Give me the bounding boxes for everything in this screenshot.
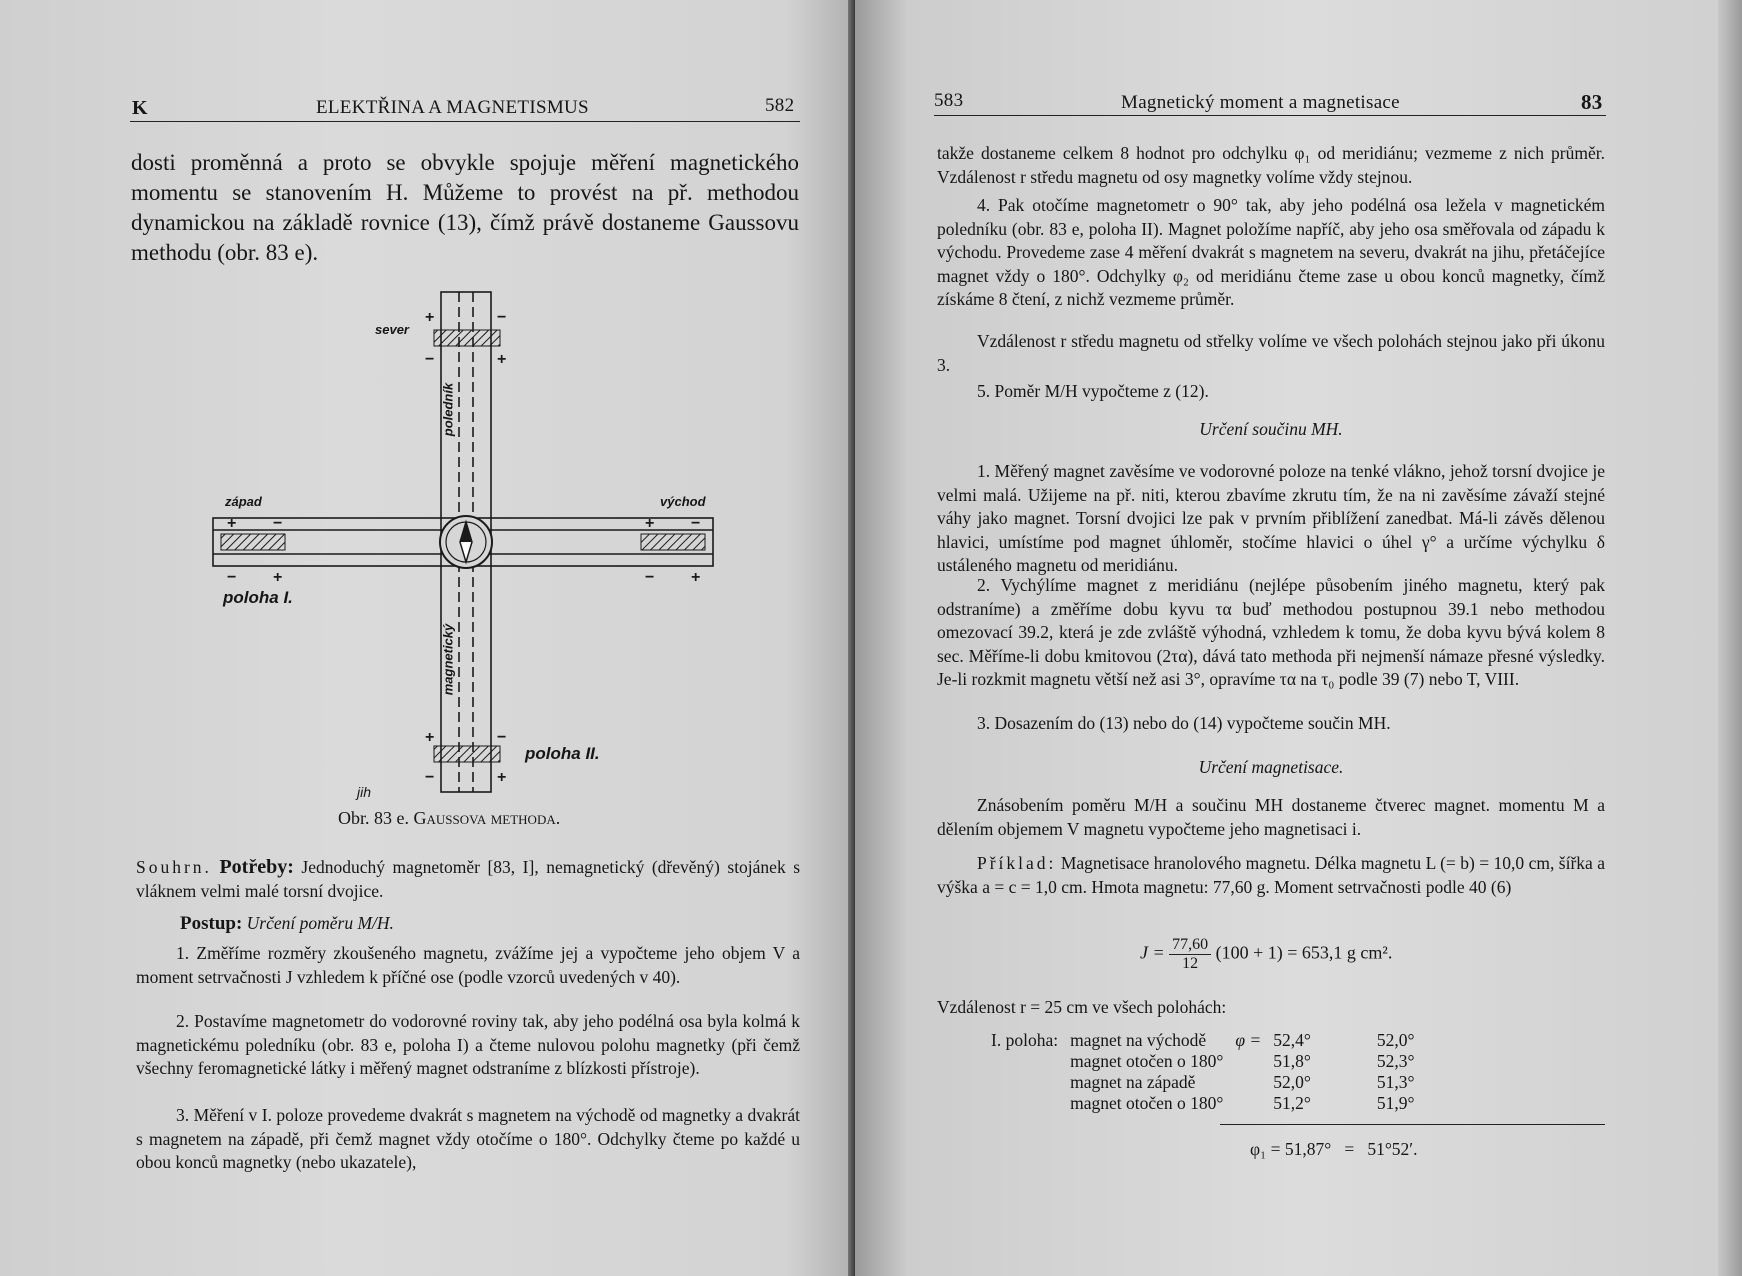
- table-row: [985, 1093, 1420, 1114]
- row-symbol: [1229, 1093, 1267, 1114]
- step-5: 5. Poměr M/H vypočteme z (12).: [977, 381, 1209, 401]
- row-value-2: 51,9°: [1376, 1093, 1415, 1113]
- svg-text:−: −: [425, 769, 435, 786]
- running-title: ELEKTŘINA A MAGNETISMUS: [316, 97, 589, 118]
- potreby-text: Jednoduchý magnetoměr [83, I], nemagnetický (dřevěný) stojánek s vláknem velmi malé torsní dvojice.: [136, 857, 801, 901]
- step-3: 3. Měření v I. poloze provedeme dvakrát s magnetem na východě od magnetky a dvakrát s magnetem na západě, při čemž magnet vždy otočíme o 180°. Odchylky čteme po každé u obou konců magnetky (nebo ukazatele),: [136, 1105, 800, 1172]
- intro-paragraph: dosti proměnná a proto se obvykle spojuje měření magnetického momentu se stanovením H. Můžeme to provést na př. methodou dynamickou na základě rovnice (13), čímž právě dostaneme Gaussovu methodu (obr. 83 e).: [131, 150, 799, 265]
- right-page: [855, 0, 1742, 1276]
- svg-text:−: −: [273, 515, 283, 532]
- caption-prefix: Obr. 83 e.: [338, 808, 409, 828]
- table-row: [985, 1030, 1420, 1051]
- table-row: [985, 1051, 1420, 1072]
- equation-numerator: 77,60: [1169, 936, 1211, 955]
- header-rule-right: [934, 115, 1606, 116]
- svg-text:−: −: [425, 351, 435, 368]
- section-letter: K: [132, 97, 148, 119]
- mh-step-2: 2. Vychýlíme magnet z meridiánu (nejlépe působením jiného magnetu, který pak odstraníme) a změříme dobu kyvu τα buď methodou postupnou 39.1 nebo methodou omezovací 39.2, která je zde zvláště výhodná, vzhledem k tomu, že doba kyvu bývá kolem 8 sec. Měříme-li dobu kmitovou (2τα), dává tato methoda při nejmenší námaze přesné výsledky. Je-li rozkmit magnetu větší než asi 3°, opravíme τα na τ₀ podle 39 (7) nebo T, VIII.: [937, 575, 1605, 689]
- distance-paragraph: Vzdálenost r středu magnetu od střelky volíme ve všech polohách stejnou jako při úkonu 3.: [937, 331, 1605, 375]
- table-row: [985, 1072, 1420, 1093]
- label-poloha-1: poloha I.: [223, 588, 293, 607]
- header-rule: [130, 121, 800, 122]
- measurement-table: [985, 1030, 1420, 1114]
- row-value-1: 52,0°: [1273, 1072, 1311, 1092]
- row-value-2: 52,0°: [1376, 1030, 1415, 1050]
- group-label: I. poloha:: [991, 1030, 1059, 1050]
- row-value-1: 52,4°: [1273, 1030, 1311, 1050]
- svg-text:−: −: [645, 569, 655, 586]
- running-title-right: Magnetický moment a magnetisace: [1121, 92, 1400, 113]
- equation-lhs: J =: [1140, 942, 1165, 963]
- result-line: φ₁ = 51,87° = 51°52′.: [1250, 1139, 1418, 1159]
- svg-text:+: +: [497, 769, 507, 786]
- svg-text:+: +: [497, 351, 507, 368]
- row-value-2: 52,3°: [1376, 1051, 1415, 1071]
- label-polednik: poledník: [440, 382, 456, 437]
- potreby-paragraph: [136, 856, 800, 903]
- priklad-text: Magnetisace hranolového magnetu. Délka magnetu L (= b) = 10,0 cm, šířka a výška a = c = 1,0 cm. Hmota magnetu: 77,60 g. Moment setrvačnosti podle 40 (6): [937, 853, 1605, 897]
- step-2: 2. Postavíme magnetometr do vodorovné roviny tak, aby jeho podélná osa byla kolmá k magnetickému poledníku (obr. 83 e, poloha I) a čteme nulovou polohu magnetky (při čemž všechny feromagnetické látky i měřený magnet odstraníme z blízkosti přístroje).: [136, 1011, 800, 1078]
- label-vychod: východ: [660, 494, 706, 509]
- figure-caption: [338, 808, 560, 829]
- row-value-2: 51,3°: [1376, 1072, 1415, 1092]
- svg-text:+: +: [227, 515, 237, 532]
- row-label: magnet na západě: [1070, 1072, 1196, 1092]
- svg-text:−: −: [497, 309, 507, 326]
- label-jih: jih: [357, 784, 372, 800]
- page-number: 582: [765, 95, 795, 116]
- label-poloha-2: poloha II.: [525, 744, 600, 763]
- row-symbol: [1229, 1072, 1267, 1093]
- step-4: 4. Pak otočíme magnetometr o 90° tak, aby jeho podélná osa ležela v magnetickém poledníku (obr. 83 e, poloha II). Magnet položíme napříč, aby jeho osa směřovala od západu k východu. Provedeme zase 4 měření dvakrát s magnetem na severu, dvakrát na jihu, přetáčejíce magnet vždy o 180°. Odchylky φ₂ od meridiánu čteme zase u obou konců magnetky, čímž získáme 8 čtení, z nichž vezmeme průměr.: [937, 195, 1605, 309]
- heading-mh: Určení součinu MH.: [1199, 419, 1343, 439]
- row-value-1: 51,2°: [1273, 1093, 1311, 1113]
- postup-line: [180, 912, 780, 936]
- row-symbol: φ =: [1235, 1030, 1262, 1050]
- svg-text:+: +: [425, 729, 435, 746]
- mh-step-1: 1. Měřený magnet zavěsíme ve vodorovné poloze na tenké vlákno, jehož torsní dvojice je velmi malá. Užijeme na př. niti, kterou zbavíme zkrutu tím, že na ni zavěsíme závaží stejné váhy jako magnet. Torsní dvojici lze pak v prvním přiblížení zanedbat. Má-li závěs dělenou hlavici, umístíme pod magnet úhloměr, stočíme hlavici o úhel γ° a určíme výchylku δ ustáleného magnetu od meridiánu.: [937, 461, 1605, 575]
- heading-magnetisace: Určení magnetisace.: [1198, 757, 1344, 777]
- mh-step-3: 3. Dosazením do (13) nebo do (14) vypočteme součin MH.: [977, 713, 1391, 733]
- postup-label: Postup:: [180, 913, 243, 934]
- equation-denominator: 12: [1182, 955, 1199, 972]
- row-symbol: [1229, 1051, 1267, 1072]
- svg-text:+: +: [645, 515, 655, 532]
- left-page: [0, 0, 855, 1276]
- souhrn-label: Souhrn.: [136, 857, 212, 877]
- svg-text:−: −: [691, 515, 701, 532]
- priklad-paragraph: [937, 852, 1605, 899]
- label-zapad: západ: [225, 494, 262, 509]
- svg-text:+: +: [273, 569, 283, 586]
- gauss-method-figure: [205, 282, 725, 802]
- result-rule: [1220, 1124, 1605, 1125]
- row-label: magnet na východě: [1070, 1030, 1207, 1050]
- page-edge: [1718, 0, 1742, 1276]
- priklad-label: Příklad:: [977, 853, 1057, 873]
- svg-text:+: +: [691, 569, 701, 586]
- magnetometer-diagram: [205, 282, 725, 802]
- caption-text: Gaussova methoda.: [413, 808, 561, 828]
- step-1: 1. Změříme rozměry zkoušeného magnetu, zvážíme jej a vypočteme jeho objem V a moment setrvačnosti J vzhledem k příčné ose (podle vzorců uvedených v 40).: [136, 943, 800, 987]
- label-magneticky: magnetický: [440, 623, 456, 696]
- row-label: magnet otočen o 180°: [1070, 1093, 1224, 1113]
- svg-text:+: +: [425, 309, 435, 326]
- distance-line: Vzdálenost r = 25 cm ve všech polohách:: [937, 997, 1227, 1017]
- inertia-equation: [1140, 936, 1392, 973]
- page-number-right: 583: [934, 90, 964, 111]
- row-value-1: 51,8°: [1273, 1051, 1311, 1071]
- continuation-paragraph: takže dostaneme celkem 8 hodnot pro odchylku φ₁ od meridiánu; vezmeme z nich průměr. Vzdálenost r středu magnetu od osy magnetky volíme vždy stejnou.: [937, 143, 1605, 187]
- postup-subheading: Určení poměru M/H.: [246, 913, 394, 933]
- svg-text:−: −: [227, 569, 237, 586]
- svg-text:−: −: [497, 729, 507, 746]
- equation-rhs: (100 + 1) = 653,1 g cm².: [1215, 942, 1393, 963]
- potreby-label: Potřeby:: [219, 856, 294, 878]
- equation-fraction: [1169, 936, 1211, 973]
- magnetisace-paragraph: Znásobením poměru M/H a součinu MH dostaneme čtverec magnet. momentu M a dělením objemem V magnetu vypočteme jeho magnetisaci i.: [937, 795, 1605, 839]
- section-number: 83: [1581, 90, 1603, 114]
- row-label: magnet otočen o 180°: [1070, 1051, 1224, 1071]
- label-sever: sever: [375, 322, 409, 337]
